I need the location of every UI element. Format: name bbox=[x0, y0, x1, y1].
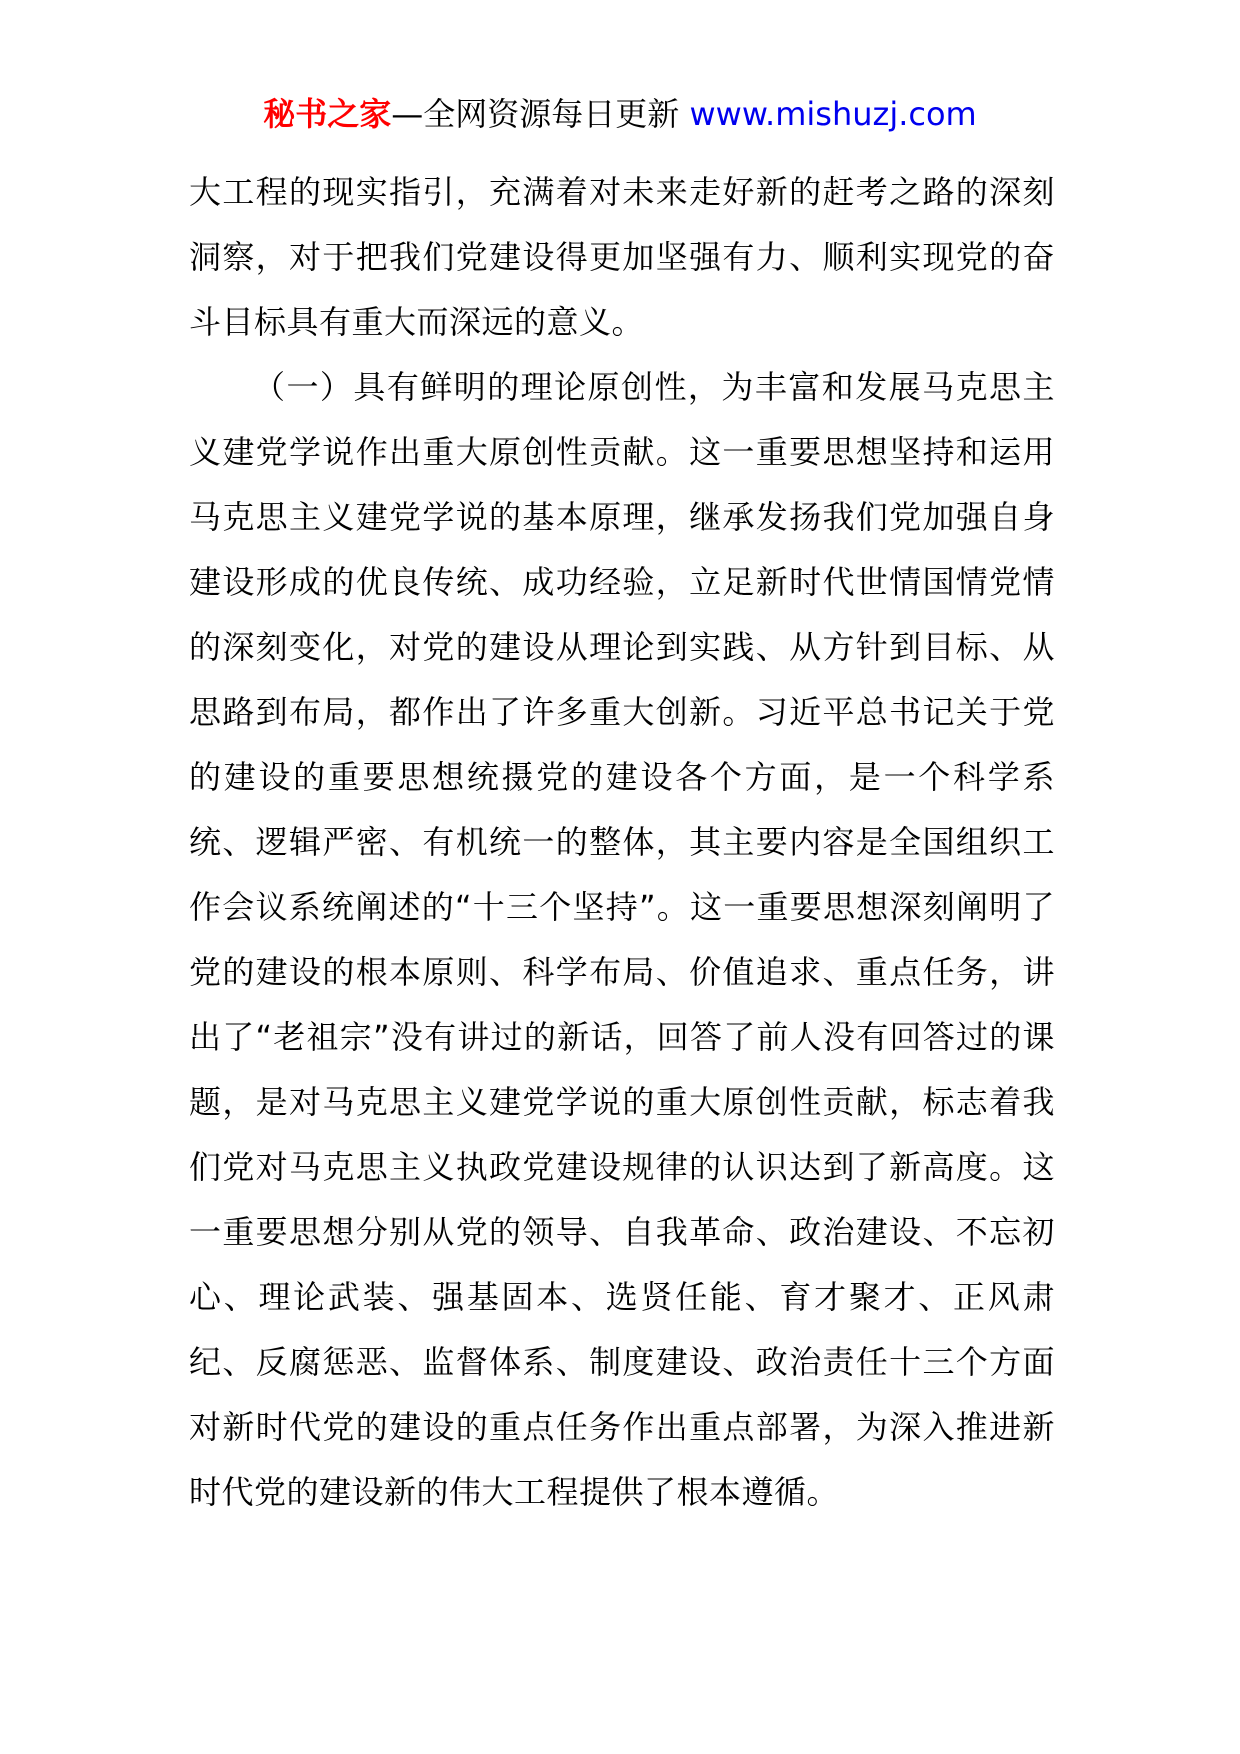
paragraph-continuation: 大工程的现实指引，充满着对未来走好新的赶考之路的深刻洞察，对于把我们党建设得更加坚强有力、顺利实现党的奋斗目标具有重大而深远的意义。 bbox=[189, 173, 1055, 341]
site-url-link[interactable]: www.mishuzj.com bbox=[689, 95, 977, 133]
document-body bbox=[189, 160, 1055, 1525]
paragraph-section-one: （一）具有鲜明的理论原创性，为丰富和发展马克思主义建党学说作出重大原创性贡献。这一重要思想坚持和运用马克思主义建党学说的基本原理，继承发扬我们党加强自身建设形成的优良传统、成功经验，立足新时代世情国情党情的深刻变化，对党的建设从理论到实践、从方针到目标、从思路到布局，都作出了许多重大创新。习近平总书记关于党的建设的重要思想统摄党的建设各个方面，是一个科学系统、逻辑严密、有机统一的整体，其主要内容是全国组织工作会议系统阐述的“十三个坚持”。这一重要思想深刻阐明了党的建设的根本原则、科学布局、价值追求、重点任务，讲出了“老祖宗”没有讲过的新话，回答了前人没有回答过的课题，是对马克思主义建党学说的重大原创性贡献，标志着我们党对马克思主义执政党建设规律的认识达到了新高度。这一重要思想分别从党的领导、自我革命、政治建设、不忘初心、理论武装、强基固本、选贤任能、育才聚才、正风肃纪、反腐惩恶、监督体系、制度建设、政治责任十三个方面对新时代党的建设的重点任务作出重点部署，为深入推进新时代党的建设新的伟大工程提供了根本遵循。 bbox=[189, 368, 1055, 1511]
site-brand: 秘书之家 bbox=[263, 95, 392, 133]
site-header bbox=[0, 92, 1240, 136]
site-tagline: —全网资源每日更新 bbox=[391, 95, 690, 133]
